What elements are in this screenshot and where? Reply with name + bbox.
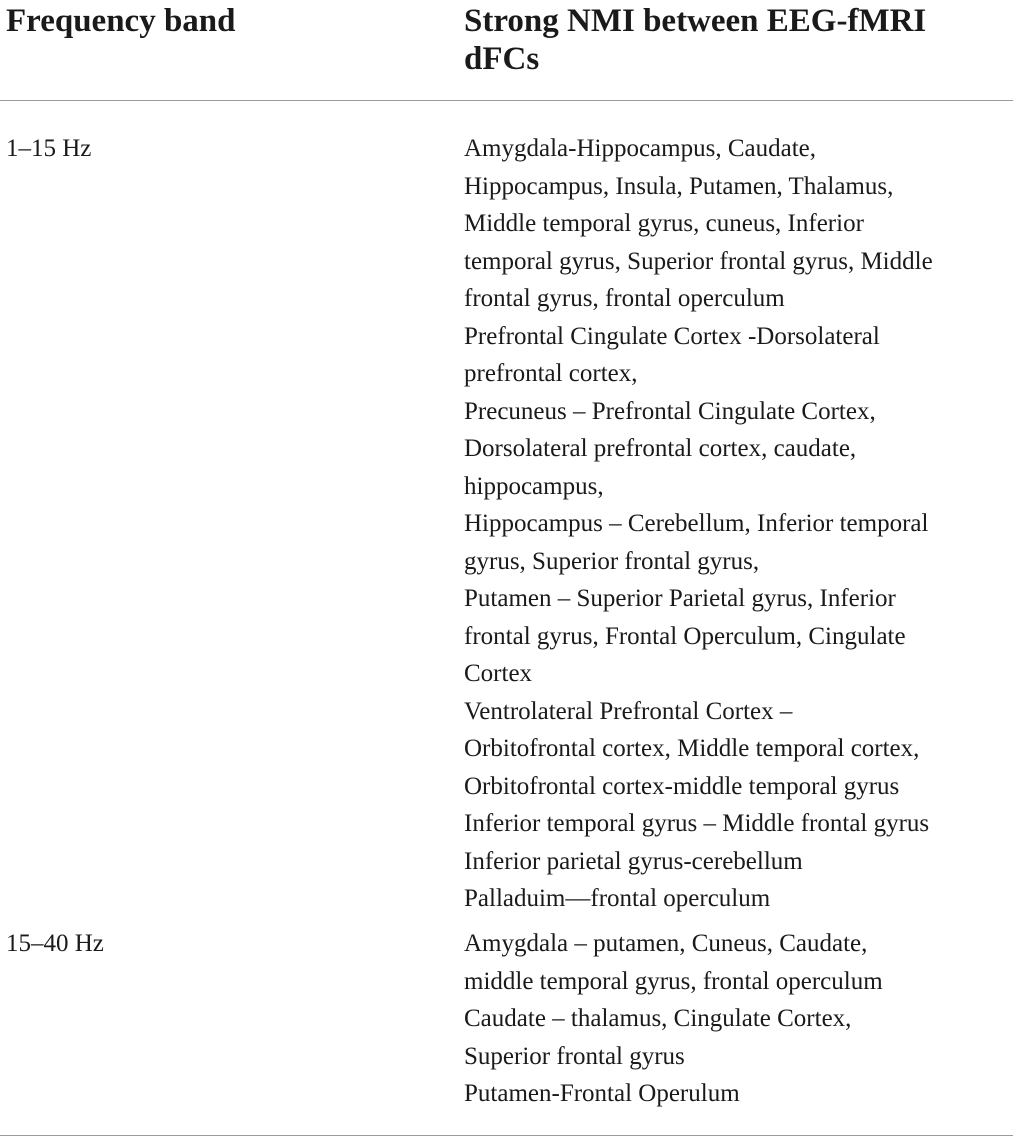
region-line: Orbitofrontal cortex-middle temporal gyrus — [464, 772, 900, 800]
region-line: Dorsolateral prefrontal cortex, caudate, — [464, 435, 857, 462]
region-line: prefrontal cortex, — [464, 360, 638, 387]
header-frequency-band: Frequency band — [6, 3, 236, 39]
header-rule — [0, 100, 1013, 101]
region-line: Caudate – thalamus, Cingulate Cortex, — [464, 1005, 852, 1032]
region-line: Ventrolateral Prefrontal Cortex – — [464, 697, 793, 725]
region-line: Cortex — [464, 660, 533, 687]
region-line: Middle temporal gyrus, cuneus, Inferior — [464, 210, 864, 237]
region-line: Putamen – Superior Parietal gyrus, Inferior — [464, 585, 896, 612]
region-line: Hippocampus – Cerebellum, Inferior temporal — [464, 510, 929, 537]
region-line: hippocampus, — [464, 472, 604, 500]
header-strong-nmi-line1: Strong NMI between EEG-fMRI — [464, 3, 927, 39]
header-strong-nmi — [464, 2, 1004, 78]
region-line: temporal gyrus, Superior frontal gyrus, Middle — [464, 247, 933, 275]
table-header — [0, 0, 1017, 100]
region-line: frontal gyrus, frontal operculum — [464, 285, 785, 312]
region-line: gyrus, Superior frontal gyrus, — [464, 547, 760, 575]
region-line: Amygdala-Hippocampus, Caudate, — [464, 135, 816, 162]
regions-cell — [464, 130, 1012, 918]
table-bottom-rule — [0, 1135, 1013, 1136]
region-line: Orbitofrontal cortex, Middle temporal cortex, — [464, 735, 920, 762]
region-line: Inferior temporal gyrus – Middle frontal gyrus — [464, 810, 930, 837]
region-line: Inferior parietal gyrus-cerebellum — [464, 847, 803, 875]
region-line: Amygdala – putamen, Cuneus, Caudate, — [464, 930, 868, 957]
region-line: Superior frontal gyrus — [464, 1042, 685, 1070]
regions-cell — [464, 925, 1012, 1113]
region-line: Palladuim—frontal operculum — [464, 885, 771, 912]
region-line: Putamen-Frontal Operulum — [464, 1080, 740, 1107]
region-line: Hippocampus, Insula, Putamen, Thalamus, — [464, 172, 894, 200]
frequency-band-cell: 1–15 Hz — [6, 135, 92, 162]
header-strong-nmi-line2: dFCs — [464, 41, 540, 77]
frequency-band-cell: 15–40 Hz — [6, 930, 104, 957]
region-line: Precuneus – Prefrontal Cingulate Cortex, — [464, 397, 876, 425]
region-line: frontal gyrus, Frontal Operculum, Cingulate — [464, 622, 906, 650]
region-line: middle temporal gyrus, frontal operculum — [464, 967, 883, 995]
region-line: Prefrontal Cingulate Cortex -Dorsolateral — [464, 322, 880, 350]
